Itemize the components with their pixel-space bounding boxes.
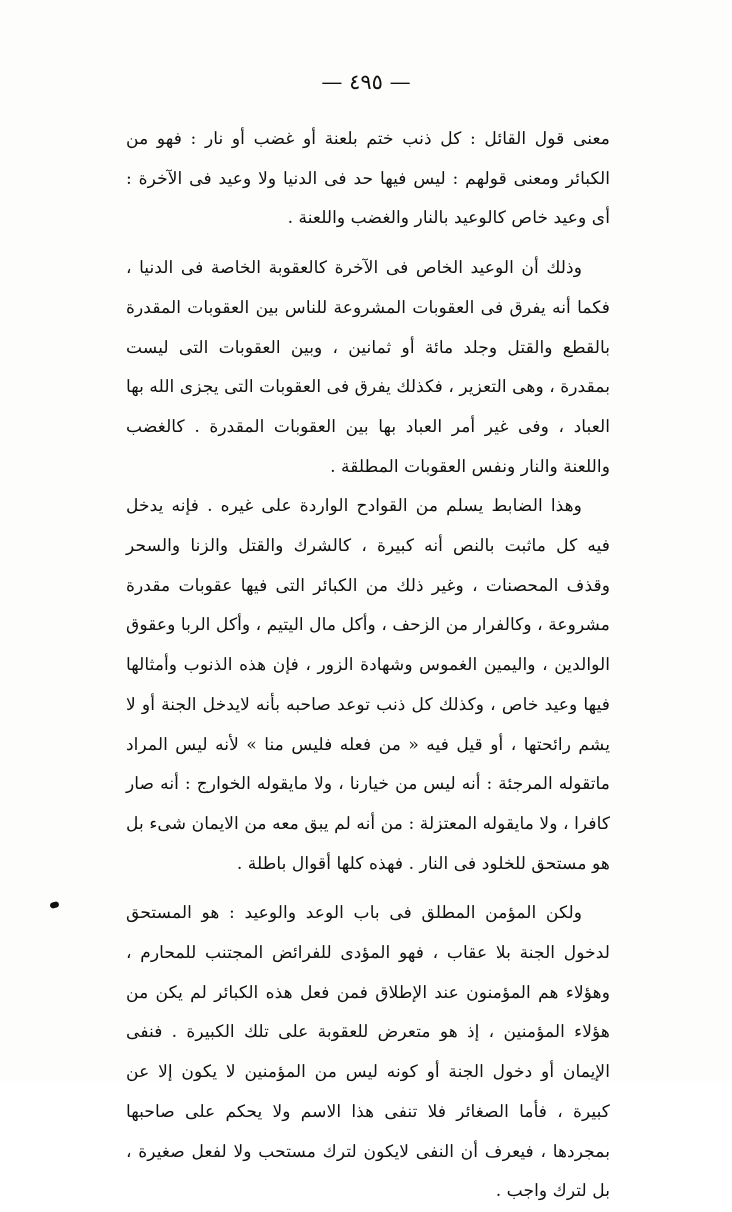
margin-ink-mark [49, 901, 59, 909]
page-number: — ٤٩٥ — [321, 70, 411, 94]
paragraph-spacer [126, 884, 610, 894]
paragraph-absolute-believer: ولكن المؤمن المطلق فى باب الوعد والوعيد : هو المستحق لدخول الجنة بلا عقاب ، فهو المؤدى للفرائض المجتنب للمحارم ، وهؤلاء هم المؤمنون عند الإطلاق فمن فعل هذه الكبائر لم يكن من هؤلاء المؤمنين ، إذ هو متعرض للعقوبة على تلك الكبيرة . فنفى الإيمان أو دخول الجنة أو كونه ليس من المؤمنين لا يكون إلا عن كبيرة ، فأما الصغائر فلا تنفى هذا الاسم ولا يحكم على صاحبها بمجردها ، فيعرف أن النفى لايكون لترك مستحب ولا لفعل صغيرة ، بل لترك واجب . [126, 903, 610, 1202]
paragraph-spacer [126, 239, 610, 249]
page-body [126, 120, 610, 1212]
paragraph-punishments: وذلك أن الوعيد الخاص فى الآخرة كالعقوبة الخاصة فى الدنيا ، فكما أنه يفرق فى العقوبات المشروعة للناس بين العقوبات المقدرة بالقطع والقتل وجلد مائة أو ثمانين ، وبين العقوبات التى ليست بمقدرة ، وهى التعزير ، فكذلك يفرق فى العقوبات التى يجزى الله بها العباد ، وفى غير أمر العباد بها بين العقوبات المقدرة . كالغضب واللعنة والنار ونفس العقوبات المطلقة . [126, 258, 610, 477]
paragraph-criterion: وهذا الضابط يسلم من القوادح الواردة على غيره . فإنه يدخل فيه كل ماثبت بالنص أنه كبيرة ، كالشرك والقتل والزنا والسحر وقذف المحصنات ، وغير ذلك من الكبائر التى فيها عقوبات مقدرة مشروعة ، وكالفرار من الزحف ، وأكل مال اليتيم ، وأكل الربا وعقوق الوالدين ، واليمين الغموس وشهادة الزور ، فإن هذه الذنوب وأمثالها فيها وعيد خاص ، وكذلك كل ذنب توعد صاحبه بأنه لايدخل الجنة أو لا يشم رائحتها ، أو قيل فيه « من فعله فليس منا » لأنه ليس المراد ماتقوله المرجئة : أنه ليس من خيارنا ، ولا مايقوله الخوارج : أنه صار كافرا ، ولا مايقوله المعتزلة : من أنه لم يبق معه من الايمان شىء بل هو مستحق للخلود فى النار . فهذه كلها أقوال باطلة . [126, 496, 610, 874]
paragraph-kabair-definition: معنى قول القائل : كل ذنب ختم بلعنة أو غضب أو نار : فهو من الكبائر ومعنى قولهم : ليس فيها حد فى الدنيا ولا وعيد فى الآخرة : أى وعيد خاص كالوعيد بالنار والغضب واللعنة . [126, 129, 610, 229]
